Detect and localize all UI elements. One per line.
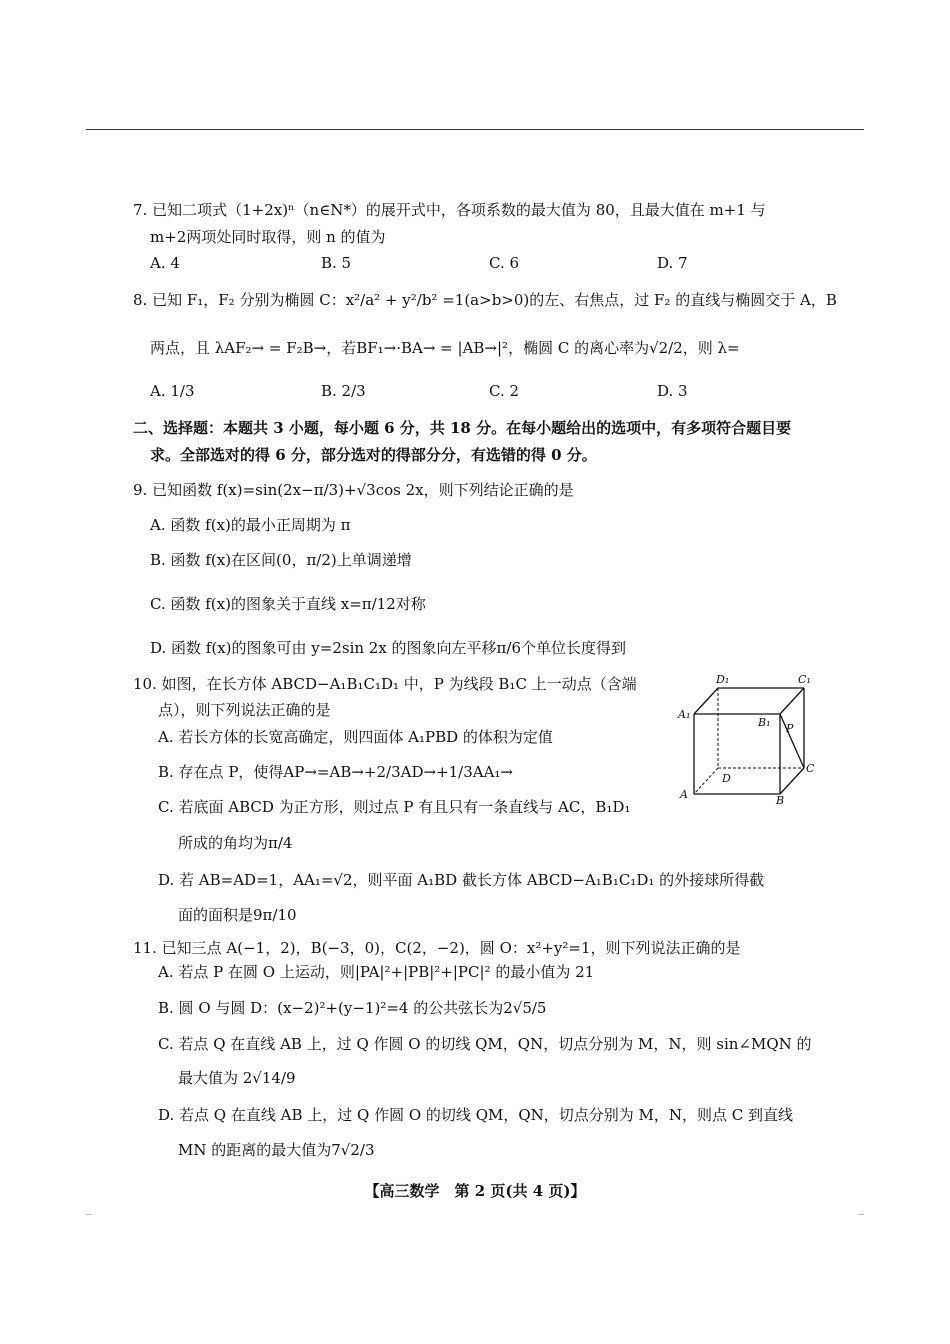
q9-option-d: D. 函数 f(x)的图象可由 y=2sin 2x 的图象向左平移π/6个单位长度得到: [150, 639, 627, 657]
q7-option-a: A. 4: [150, 254, 180, 272]
q8-option-b: B. 2/3: [321, 382, 366, 400]
q10-option-b: B. 存在点 P，使得AP→=AB→+2/3AD→+1/3AA₁→: [158, 763, 513, 781]
label-c: C: [806, 762, 815, 775]
q7-stem-line2: m+2两项处同时取得，则 n 的值为: [150, 228, 386, 246]
q7-options: [150, 254, 850, 276]
label-b: B: [776, 794, 785, 804]
q10-option-c-line1: C. 若底面 ABCD 为正方形，则过点 P 有且只有一条直线与 AC，B₁D₁: [158, 798, 631, 816]
q9-option-c: C. 函数 f(x)的图象关于直线 x=π/12对称: [150, 595, 426, 613]
q8-options: [150, 382, 850, 404]
q11-option-b: B. 圆 O 与圆 D：(x−2)²+(y−1)²=4 的公共弦长为2√5/5: [158, 999, 547, 1017]
q8-stem-line1: 8. 已知 F₁，F₂ 分别为椭圆 C：x²/a² + y²/b² =1(a>b>0)的左、右焦点，过 F₂ 的直线与椭圆交于 A，B: [133, 291, 837, 309]
q11-option-d-line2: MN 的距离的最大值为7√2/3: [178, 1141, 375, 1159]
q11-option-c-line2: 最大值为 2√14/9: [178, 1069, 296, 1087]
cuboid-figure: [676, 672, 826, 804]
q7-option-b: B. 5: [321, 254, 352, 272]
q10-option-d-line2: 面的面积是9π/10: [178, 906, 297, 924]
q11-stem: 11. 已知三点 A(−1，2)，B(−3，0)，C(2，−2)，圆 O：x²+y²=1，则下列说法正确的是: [133, 939, 741, 957]
label-a1: A₁: [678, 708, 691, 721]
q7-stem-line1: 7. 已知二项式（1+2x)ⁿ（n∈N*）的展开式中，各项系数的最大值为 80，且最大值在 m+1 与: [133, 201, 766, 219]
label-c1: C₁: [798, 673, 811, 686]
label-a: A: [680, 788, 688, 801]
right-tick-mark: [858, 1214, 864, 1215]
q8-option-c: C. 2: [489, 382, 520, 400]
q8-option-a: A. 1/3: [150, 382, 195, 400]
header-rule: [86, 129, 864, 130]
left-tick-mark: [86, 1214, 92, 1215]
q8-stem-line2: 两点，且 λAF₂→ = F₂B→，若BF₁→·BA→ = |AB→|²，椭圆 C 的离心率为√2/2，则 λ=: [150, 339, 740, 357]
label-d1: D₁: [716, 673, 730, 686]
q7-option-c: C. 6: [489, 254, 520, 272]
label-d: D: [722, 772, 731, 785]
q10-stem-line2: 点），则下列说法正确的是: [158, 701, 331, 719]
q10-option-c-line2: 所成的角均为π/4: [178, 834, 293, 852]
q7-option-d: D. 7: [657, 254, 688, 272]
q11-option-c-line1: C. 若点 Q 在直线 AB 上，过 Q 作圆 O 的切线 QM，QN，切点分别为 M，N，则 sin∠MQN 的: [158, 1035, 812, 1053]
q8-option-d: D. 3: [657, 382, 688, 400]
q10-option-a: A. 若长方体的长宽高确定，则四面体 A₁PBD 的体积为定值: [158, 728, 553, 746]
q10-option-d-line1: D. 若 AB=AD=1，AA₁=√2，则平面 A₁BD 截长方体 ABCD−A₁B₁C₁D₁ 的外接球所得截: [158, 871, 765, 889]
q9-option-b: B. 函数 f(x)在区间(0，π/2)上单调递增: [150, 551, 412, 569]
q9-option-a: A. 函数 f(x)的最小正周期为 π: [150, 516, 351, 534]
label-p: P: [786, 722, 794, 735]
q11-option-a: A. 若点 P 在圆 O 上运动，则|PA|²+|PB|²+|PC|² 的最小值为 21: [158, 963, 595, 981]
q10-stem-line1: 10. 如图，在长方体 ABCD−A₁B₁C₁D₁ 中，P 为线段 B₁C 上一动点（含端: [133, 675, 637, 693]
page-footer: 【高三数学 第 2 页(共 4 页)】: [364, 1182, 586, 1200]
q11-option-d-line1: D. 若点 Q 在直线 AB 上，过 Q 作圆 O 的切线 QM，QN，切点分别为 M，N，则点 C 到直线: [158, 1106, 794, 1124]
section2-heading-line2: 求。全部选对的得 6 分，部分选对的得部分分，有选错的得 0 分。: [150, 446, 597, 464]
label-b1: B₁: [758, 716, 771, 729]
q9-stem: 9. 已知函数 f(x)=sin(2x−π/3)+√3cos 2x，则下列结论正确的是: [133, 481, 574, 499]
section2-heading-line1: 二、选择题：本题共 3 小题，每小题 6 分，共 18 分。在每小题给出的选项中，有多项符合题目要: [133, 419, 792, 437]
